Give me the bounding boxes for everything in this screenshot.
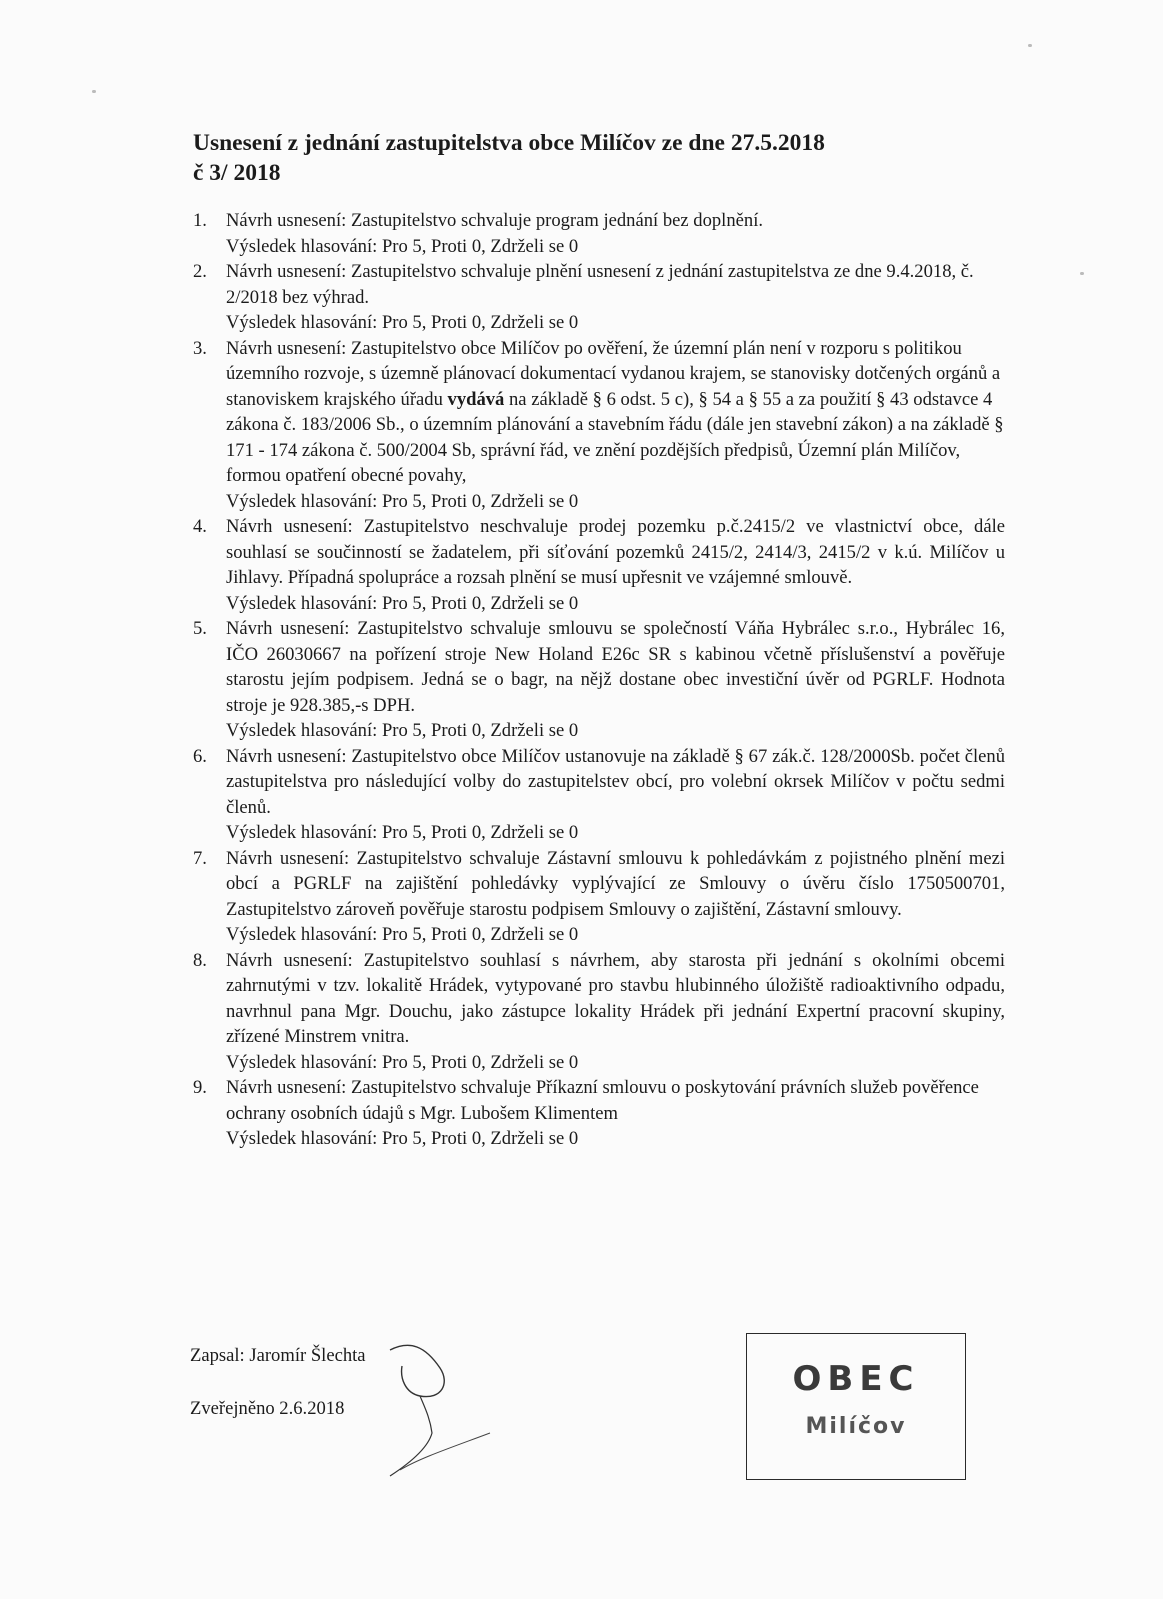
item-text: Návrh usnesení: Zastupitelstvo schvaluje smlouvu se společností Váňa Hybrálec s.r.o., Hybrálec 16, IČO 26030667 na pořízení stroje New Holand E26c SR s kabinou včetně příslušenství a pověřuje starostu jejím podpisem. Jedná se o bagr, na nějž dostane obec investiční úvěr od PGRLF. Hodnota stroje je 928.385,-s DPH.: [226, 618, 1005, 716]
item-vote: Výsledek hlasování: Pro 5, Proti 0, Zdrželi se 0: [226, 490, 579, 512]
item-text: [226, 336, 1005, 489]
resolution-item-9: [193, 1075, 1005, 1152]
item-text-part: Návrh usnesení: Zastupitelstvo obce Milíčov po ověření, že územní plán není v rozporu s politikou územního rozvoje, s územně plánovací dokumentací vydanou krajem, se stanovisky dotčených orgánů a stanoviskem krajského úřadu: [226, 337, 1001, 410]
item-text-bold: vydává: [447, 388, 505, 410]
item-number: 2.: [193, 261, 207, 282]
scan-speck: [1080, 272, 1084, 275]
item-number: 5.: [193, 618, 207, 639]
item-vote: Výsledek hlasování: Pro 5, Proti 0, Zdrželi se 0: [226, 822, 579, 843]
item-vote: Výsledek hlasování: Pro 5, Proti 0, Zdrželi se 0: [226, 720, 579, 741]
resolution-item-7: [193, 846, 1005, 948]
item-text: Návrh usnesení: Zastupitelstvo souhlasí s návrhem, aby starosta při jednání s okolními obcemi zahrnutými v tzv. lokalitě Hrádek, vytypované pro stavbu hlubinného úložiště radioaktivního odpadu, navrhnul pana Mgr. Douchu, jako zástupce lokality Hrádek při jednání Expertní pracovní skupiny, zřízené Minstrem vnitra.: [226, 949, 1005, 1047]
resolution-item-5: [193, 616, 1005, 744]
resolution-item-4: [193, 514, 1005, 616]
document-title: [193, 128, 825, 188]
item-text: Návrh usnesení: Zastupitelstvo obce Milíčov ustanovuje na základě § 67 zák.č. 128/2000Sb. počet členů zastupitelstva pro následující volby do zastupitelstev obcí, pro volební okrsek Milíčov v počtu sedmi členů.: [226, 745, 1005, 818]
item-vote: Výsledek hlasování: Pro 5, Proti 0, Zdrželi se 0: [226, 235, 579, 257]
item-vote: Výsledek hlasování: Pro 5, Proti 0, Zdrželi se 0: [226, 312, 579, 333]
stamp-line-1: OBEC: [792, 1359, 920, 1399]
item-vote: Výsledek hlasování: Pro 5, Proti 0, Zdrželi se 0: [226, 924, 579, 945]
item-number: 1.: [193, 210, 207, 231]
item-number: 8.: [193, 949, 207, 971]
stamp-line-2: Milíčov: [805, 1414, 907, 1439]
item-text-part: na základě § 6 odst. 5 c), § 54 a § 55 a za použití § 43 odstavce 4 zákona č. 183/2006 Sb., o územním plánování a stavebním řádu (dále jen stavební zákon) a na základě § 171 - 174 zákona č. 500/2004 Sb, správní řád, ve znění pozdějších předpisů, Územní plán Milíčov, formou opatření obecné povahy,: [226, 388, 1004, 486]
item-text: Návrh usnesení: Zastupitelstvo schvaluje program jednání bez doplnění.: [226, 210, 764, 231]
resolution-item-1: [193, 208, 1005, 259]
item-text: Návrh usnesení: Zastupitelstvo schvaluje Příkazní smlouvu o poskytování právních služeb pověřence ochrany osobních údajů s Mgr. Lubošem Klimentem: [226, 1077, 979, 1124]
item-number: 4.: [193, 516, 207, 537]
item-number: 3.: [193, 337, 207, 359]
item-text: Návrh usnesení: Zastupitelstvo schvaluje Zástavní smlouvu k pohledávkám z pojistného plnění mezi obcí a PGRLF na zajištění pohledávky vyplývající ze Smlouvy o úvěru číslo 1750500701, Zastupitelstvo zároveň pověřuje starostu podpisem Smlouvy o zajištění, Zástavní smlouvy.: [226, 847, 1005, 920]
resolution-list: [193, 208, 1005, 1152]
title-line-2: č 3/ 2018: [193, 160, 281, 186]
signature-image: [380, 1338, 520, 1478]
item-text: Návrh usnesení: Zastupitelstvo neschvaluje prodej pozemku p.č.2415/2 ve vlastnictví obce, dále souhlasí se součinností se žadatelem, při síťování pozemků 2415/2, 2414/3, 2415/2 v k.ú. Milíčov u Jihlavy. Případná spolupráce a rozsah plnění se musí upřesnit ve vzájemné smlouvě.: [226, 516, 1005, 588]
item-vote: Výsledek hlasování: Pro 5, Proti 0, Zdrželi se 0: [226, 1051, 579, 1073]
item-text: Návrh usnesení: Zastupitelstvo schvaluje plnění usnesení z jednání zastupitelstva ze dne 9.4.2018, č. 2/2018 bez výhrad.: [226, 261, 974, 308]
item-number: 9.: [193, 1077, 207, 1098]
item-vote: Výsledek hlasování: Pro 5, Proti 0, Zdrželi se 0: [226, 1128, 579, 1149]
official-stamp: [746, 1333, 966, 1480]
resolution-item-8: [193, 948, 1005, 1076]
title-line-1: Usnesení z jednání zastupitelstva obce Milíčov ze dne 27.5.2018: [193, 130, 825, 156]
item-number: 7.: [193, 847, 207, 869]
scan-speck: [92, 90, 96, 93]
recorded-by: Zapsal: Jaromír Šlechta: [190, 1345, 366, 1366]
resolution-item-2: [193, 259, 1005, 336]
resolution-item-3: [193, 336, 1005, 515]
published-date: Zveřejněno 2.6.2018: [190, 1398, 345, 1419]
item-vote: Výsledek hlasování: Pro 5, Proti 0, Zdrželi se 0: [226, 592, 579, 614]
item-number: 6.: [193, 745, 207, 767]
resolution-item-6: [193, 744, 1005, 846]
scan-speck: [1028, 44, 1032, 47]
